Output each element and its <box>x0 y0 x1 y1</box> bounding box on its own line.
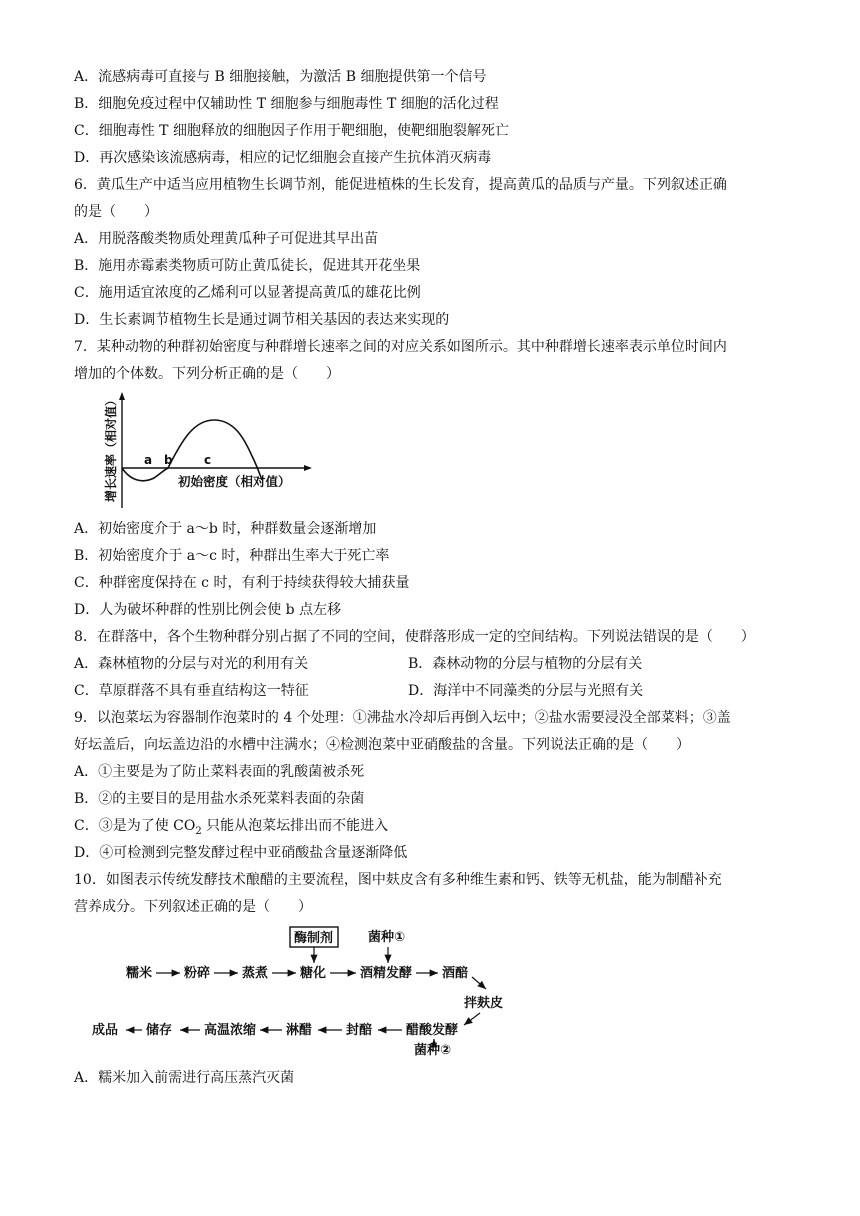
step-alcohol-fermentation: 酒精发酵 <box>360 966 413 981</box>
q9-option-b: B．②的主要目的是用盐水杀死菜料表面的杂菌 <box>74 791 365 807</box>
step-saccharification: 糖化 <box>300 966 327 981</box>
q5-option-d: D．再次感染该流感病毒，相应的记忆细胞会直接产生抗体消灭病毒 <box>74 150 492 166</box>
step-steaming: 蒸煮 <box>242 966 269 981</box>
q9-option-c-sub: 2 <box>195 825 202 837</box>
q7-option-a: A．初始密度介于 a～b 时，种群数量会逐渐增加 <box>74 521 377 537</box>
q10-figure <box>74 921 786 1051</box>
q7-option-c: C．种群密度保持在 c 时，有利于持续获得较大捕获量 <box>74 575 410 591</box>
step-product: 成品 <box>92 1023 119 1038</box>
q5-option-b: B．细胞免疫过程中仅辅助性 T 细胞参与细胞毒性 T 细胞的活化过程 <box>74 96 499 112</box>
q6-option-d: D．生长素调节植物生长是通过调节相关基因的表达来实现的 <box>74 312 450 328</box>
q9-option-c <box>74 813 786 840</box>
step-mix-bran: 拌麸皮 <box>464 996 504 1011</box>
q6-stem-cont: 的是（ ） <box>74 204 158 220</box>
q8-options-row-2 <box>74 678 786 705</box>
curve-positive <box>168 420 262 480</box>
q6-option-c: C．施用适宜浓度的乙烯利可以显著提高黄瓜的雄花比例 <box>74 285 421 301</box>
x-axis-arrow <box>304 465 312 471</box>
step-glutinous-rice: 糯米 <box>126 966 153 981</box>
arrow-7 <box>464 1013 480 1025</box>
q9-option-c-post: 只能从泡菜坛排出而不能进入 <box>201 818 389 834</box>
exam-page <box>74 64 786 1092</box>
q10-option-a: A．糯米加入前需进行高压蒸汽灭菌 <box>74 1070 295 1086</box>
enzyme-label: 酶制剂 <box>294 931 334 946</box>
q9-option-a: A．①主要是为了防止菜料表面的乳酸菌被杀死 <box>74 764 365 780</box>
q6-stem: 6．黄瓜生产中适当应用植物生长调节剂，能促进植株的生长发育，提高黄瓜的品质与产量。下列叙述正确 <box>74 177 727 193</box>
step-seal-mash: 封醅 <box>346 1023 373 1038</box>
q5-option-a: A．流感病毒可直接与 B 细胞接触，为激活 B 细胞提供第一个信号 <box>74 69 487 85</box>
q8-option-b: B．森林动物的分层与植物的分层有关 <box>408 656 643 672</box>
q8-option-c: C．草原群落不具有垂直结构这一特征 <box>74 683 309 699</box>
q6-option-a: A．用脱落酸类物质处理黄瓜种子可促进其早出苗 <box>74 231 379 247</box>
curve-negative <box>122 468 168 481</box>
strain1-label: 菌种① <box>368 930 406 945</box>
y-axis-arrow <box>119 392 125 400</box>
y-axis-label: 增长速率（相对值） <box>104 393 118 502</box>
q8-options-row-1 <box>74 651 786 678</box>
point-a-label: a <box>144 453 153 467</box>
step-leach-vinegar: 淋醋 <box>286 1023 313 1038</box>
q10-stem-cont: 营养成分。下列叙述正确的是（ ） <box>74 899 312 915</box>
step-crushing: 粉碎 <box>184 966 211 981</box>
arrow-6 <box>472 977 486 989</box>
x-axis-label: 初始密度（相对值） <box>178 474 291 489</box>
q9-option-c-pre: C．③是为了使 CO <box>74 818 196 834</box>
strain2-label: 菌种② <box>414 1043 452 1058</box>
q5-option-c: C．细胞毒性 T 细胞释放的细胞因子作用于靶细胞，使靶细胞裂解死亡 <box>74 123 509 139</box>
point-b-label: b <box>164 453 173 467</box>
q8-option-d: D．海洋中不同藻类的分层与光照有关 <box>408 683 644 699</box>
point-c-label: c <box>204 453 212 467</box>
q9-option-d: D．④可检测到完整发酵过程中亚硝酸盐含量逐渐降低 <box>74 845 408 861</box>
step-wine-mash: 酒醅 <box>442 966 469 981</box>
q9-stem-cont: 好坛盖后，向坛盖边沿的水槽中注满水；④检测泡菜中亚硝酸盐的含量。下列说法正确的是（ ） <box>74 737 690 753</box>
step-storage: 储存 <box>146 1023 173 1038</box>
q8-option-a: A．森林植物的分层与对光的利用有关 <box>74 656 309 672</box>
q7-figure <box>74 388 786 516</box>
vinegar-flow-diagram <box>92 921 540 1051</box>
q6-option-b: B．施用赤霉素类物质可防止黄瓜徒长，促进其开花坐果 <box>74 258 421 274</box>
q8-stem: 8．在群落中，各个生物种群分别占据了不同的空间，使群落形成一定的空间结构。下列说法错误的是（ ） <box>74 629 755 645</box>
q10-stem: 10．如图表示传统发酵技术酿醋的主要流程，图中麸皮含有多种维生素和钙、铁等无机盐，能为制醋补充 <box>74 872 722 888</box>
q7-stem-cont: 增加的个体数。下列分析正确的是（ ） <box>74 366 340 382</box>
growth-rate-graph <box>102 390 322 516</box>
step-acetic-fermentation: 醋酸发酵 <box>406 1023 459 1038</box>
q9-stem: 9．以泡菜坛为容器制作泡菜时的 4 个处理：①沸盐水冷却后再倒入坛中；②盐水需要浸没全部菜料；③盖 <box>74 710 731 726</box>
q7-option-d: D．人为破坏种群的性别比例会使 b 点左移 <box>74 602 342 618</box>
q7-option-b: B．初始密度介于 a～c 时，种群出生率大于死亡率 <box>74 548 390 564</box>
q7-stem: 7．某种动物的种群初始密度与种群增长速率之间的对应关系如图所示。其中种群增长速率表示单位时间内 <box>74 339 727 355</box>
step-concentration: 高温浓缩 <box>204 1023 257 1038</box>
